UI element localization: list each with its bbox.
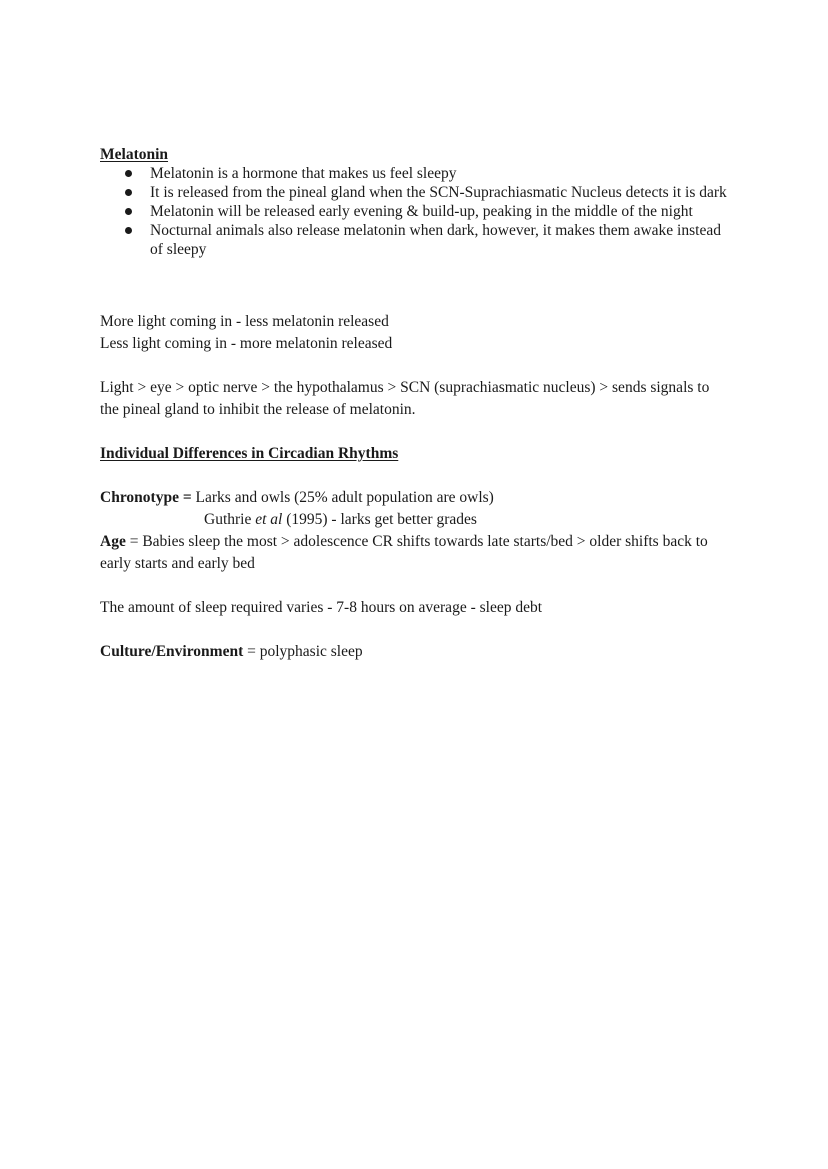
- bullet-text: Melatonin will be released early evening & build-up, peaking in the middle of the night: [150, 203, 693, 220]
- bullet-icon: [125, 227, 132, 234]
- age-description: = Babies sleep the most > adolescence CR shifts towards late starts/bed > older shifts back to early starts and early bed: [100, 533, 708, 572]
- culture-block: [100, 641, 740, 663]
- pathway-text: Light > eye > optic nerve > the hypothalamus > SCN (suprachiasmatic nucleus) > sends signals to the pineal gland to inhibit the release of melatonin.: [100, 379, 710, 418]
- bullet-item: [100, 183, 730, 202]
- chronotype-label: Chronotype =: [100, 489, 192, 506]
- sleep-amount-text: The amount of sleep required varies - 7-8 hours on average - sleep debt: [100, 599, 543, 616]
- bullet-icon: [125, 189, 132, 196]
- age-label: Age: [100, 533, 126, 550]
- culture-text: = polyphasic sleep: [243, 643, 363, 660]
- guthrie-author: Guthrie: [204, 511, 256, 528]
- less-light-text: Less light coming in - more melatonin released: [100, 335, 393, 352]
- guthrie-finding: (1995) - larks get better grades: [282, 511, 477, 528]
- bullet-item: [100, 164, 730, 183]
- chronotype-block: [100, 487, 740, 531]
- melatonin-section: [100, 145, 740, 259]
- guthrie-et-al: et al: [255, 511, 283, 528]
- guthrie-line: [100, 509, 740, 531]
- culture-line: [100, 641, 740, 663]
- bullet-icon: [125, 170, 132, 177]
- melatonin-heading: Melatonin: [100, 146, 169, 163]
- bullet-text: It is released from the pineal gland when the SCN-Suprachiasmatic Nucleus detects it is dark: [150, 184, 727, 201]
- chronotype-line: [100, 487, 740, 509]
- bullet-item: [100, 202, 730, 221]
- sleep-amount-block: [100, 597, 740, 619]
- culture-label: Culture/Environment: [100, 643, 244, 660]
- bullet-text: Nocturnal animals also release melatonin when dark, however, it makes them awake instead of sleepy: [150, 222, 721, 258]
- chronotype-text: Larks and owls (25% adult population are owls): [191, 489, 494, 506]
- more-light-text: More light coming in - less melatonin released: [100, 313, 389, 330]
- age-text: [100, 531, 720, 575]
- bullet-text: Melatonin is a hormone that makes us feel sleepy: [150, 165, 457, 182]
- light-effect-block: [100, 311, 740, 355]
- individual-differences-heading-block: [100, 443, 740, 465]
- individual-differences-heading: Individual Differences in Circadian Rhythms: [100, 445, 399, 462]
- melatonin-bullet-list: [100, 164, 740, 259]
- bullet-item: [100, 221, 730, 259]
- bullet-icon: [125, 208, 132, 215]
